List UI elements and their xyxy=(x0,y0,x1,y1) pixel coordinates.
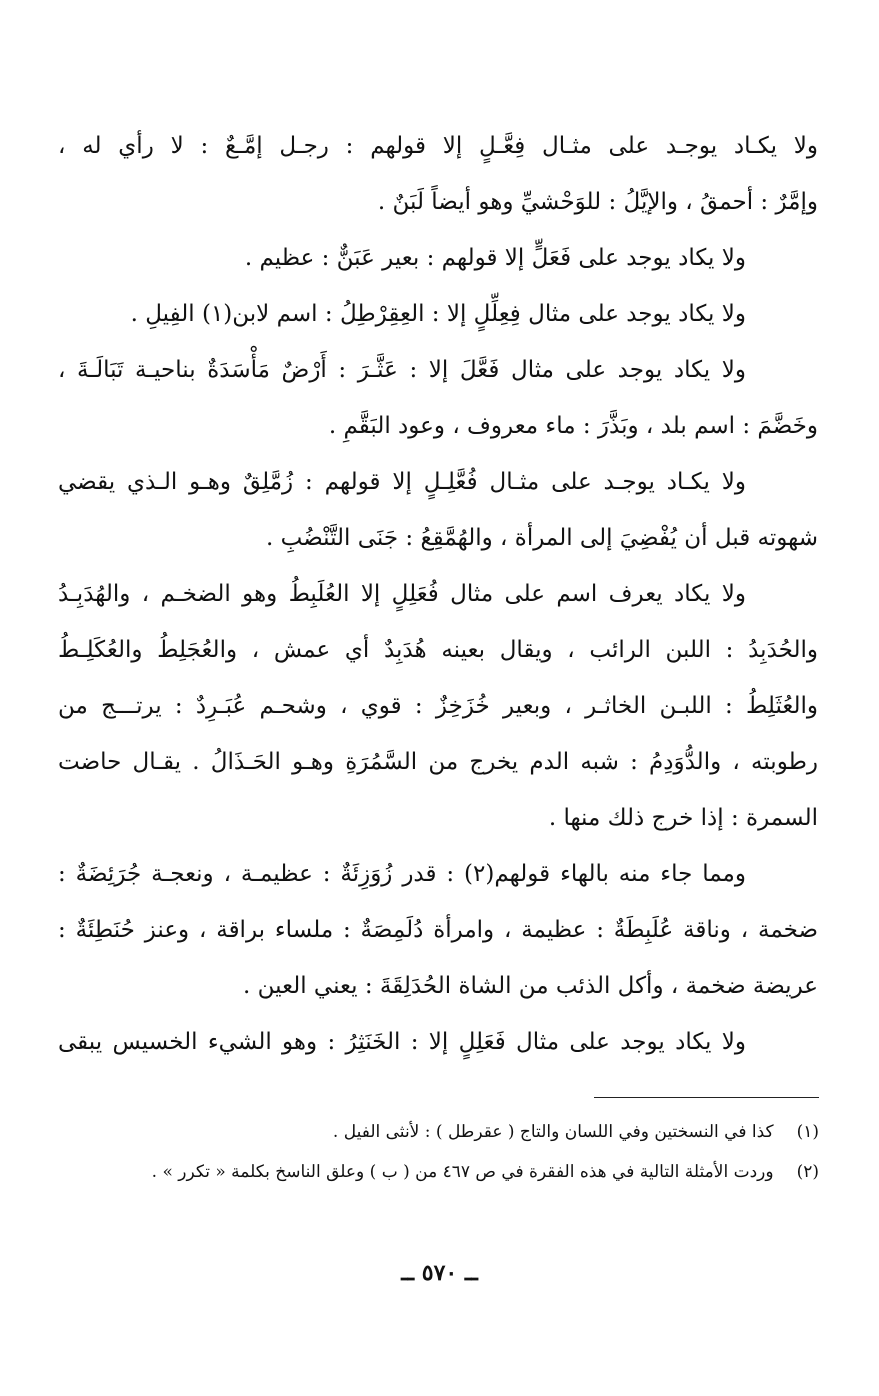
text-line-3: ولا يكاد يوجد على فَعَلٍّ إلا قولهم : بعير عَبَنٌّ : عظيم . xyxy=(244,245,746,271)
text-line-14: ومما جاء منه بالهاء قولهم(٢) : قدر زُوَزِئَةٌ : عظيمـة ، ونعجـة جُرَئِضَةٌ : xyxy=(58,861,746,887)
footnote-text: كذا في النسختين وفي اللسان والتاج ( عقرطل ) : لأنثى الفيل . xyxy=(332,1122,774,1142)
text-line-5: ولا يكاد يوجد على مثال فَعَّلَ إلا : عَثَّـرَ : أَرْضٌ مَأْسَدَةٌ بناحيـة تَبَالَـةَ ، xyxy=(58,357,746,383)
footnote-text: وردت الأمثلة التالية في هذه الفقرة في ص ٤٦٧ من ( ب ) وعلق الناسخ بكلمة « تكرر » . xyxy=(151,1162,774,1182)
text-line-7: ولا يكـاد يوجـد على مثـال فُعَّلِـلٍ إلا قولهم : زُمَّلِقٌ وهـو الـذي يقضي xyxy=(58,469,746,495)
text-line-13: السمرة : إذا خرج ذلك منها . xyxy=(548,805,818,831)
page-number: ــ ٥٧٠ ــ xyxy=(401,1260,478,1286)
footnote-separator xyxy=(594,1097,819,1098)
footnotes xyxy=(59,1112,819,1192)
text-line-4: ولا يكاد يوجد على مثال فِعِلِّلٍ إلا : العِقِرْطِلُ : اسم لابن(١) الفِيلِ . xyxy=(130,301,746,327)
text-line-6: وخَضَّمَ : اسم بلد ، وبَذَّرَ : ماء معروف ، وعود البَقَّمِ . xyxy=(328,413,818,439)
footnote-number: (٢) xyxy=(796,1162,819,1182)
text-line-12: رطوبته ، والدُّوَدِمُ : شبه الدم يخرج من السَّمُرَةِ وهـو الحَـذَالُ . يقـال حاضت xyxy=(58,749,818,775)
text-line-11: والعُثَلِطُ : اللبـن الخاثـر ، وبعير خُزَخِزٌ : قوي ، وشحـم عُبَـرِدٌ : يرتـــج من xyxy=(58,693,818,719)
text-line-9: ولا يكاد يعرف اسم على مثال فُعَلِلٍ إلا العُلَبِطُ وهو الضخـم ، والهُدَبِـدُ xyxy=(58,581,746,607)
text-line-15: ضخمة ، وناقة عُلَبِطَةٌ : عظيمة ، وامرأة دُلَمِصَةٌ : ملساء براقة ، وعنز حُنَطِئَةٌ : xyxy=(58,917,818,943)
text-line-8: شهوته قبل أن يُفْضِيَ إلى المرأة ، والهُمَّقِعُ : جَنَى التَّنْضُبِ . xyxy=(266,525,818,551)
text-line-2: وإمَّرٌ : أحمقُ ، والإيَّلُ : للوَحْشيِّ وهو أيضاً لَبَنٌ . xyxy=(377,189,818,215)
body-text xyxy=(58,118,818,1070)
footnote-number: (١) xyxy=(796,1122,819,1142)
text-line-16: عريضة ضخمة ، وأكل الذئب من الشاة الحُدَلِقَةَ : يعني العين . xyxy=(243,973,818,999)
footnote-2 xyxy=(59,1152,819,1192)
text-line-1: ولا يكـاد يوجـد على مثـال فِعَّـلٍ إلا قولهم : رجـل إمَّـعٌ : لا رأي له ، xyxy=(58,133,818,159)
footnote-1 xyxy=(59,1112,819,1152)
text-line-17: ولا يكاد يوجد على مثال فَعَلِلٍ إلا : الخَنَثِرُ : وهو الشيء الخسيس يبقى xyxy=(58,1029,746,1055)
text-line-10: والحُدَبِدُ : اللبن الرائب ، ويقال بعينه هُدَبِدٌ أي عمش ، والعُجَلِطُ والعُكَلِـطُ xyxy=(58,637,818,663)
